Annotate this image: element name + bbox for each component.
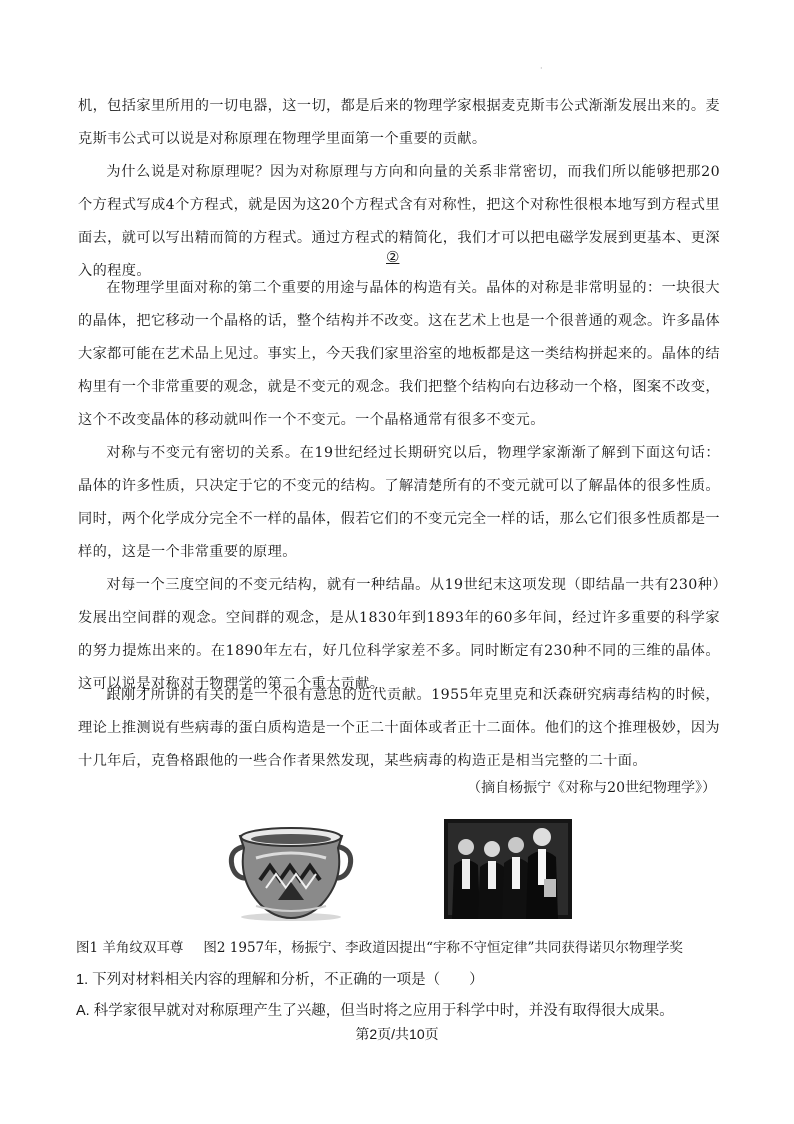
- paragraph-virus: 跟刚才所讲的有关的是一个很有意思的近代贡献。1955年克里克和沃森研究病毒结构的时候，理论上推测说有些病毒的蛋白质构造是一个正二十面体或者正十二面体。他们的这个推理极妙，因为十几年后，克鲁格跟他的一些合作者果然发现，某些病毒的构造正是相当完整的二十面。: [78, 687, 720, 769]
- page-number: 第2页/共10页: [355, 1026, 439, 1042]
- figure-1-caption: 图1 羊角纹双耳尊: [76, 940, 184, 956]
- paragraph-space-group: 对每一个三度空间的不变元结构，就有一种结晶。从19世纪末这项发现（即结晶一共有230种）发展出空间群的观念。空间群的观念，是从1830年到1893年的60多年间，经过许多重要的科学家的努力提炼出来的。在1890年左右，好几位科学家差不多。同时断定有230种不同的三维的晶体。这可以说是对称对于物理学的第二个重大贡献。: [78, 577, 720, 692]
- paragraph-maxwell: 机，包括家里所用的一切电器，这一切，都是后来的物理学家根据麦克斯韦公式渐渐发展出来的。麦克斯韦公式可以说是对称原理在物理学里面第一个重要的贡献。: [78, 98, 720, 147]
- paragraph-invariants: 对称与不变元有密切的关系。在19世纪经过长期研究以后，物理学家渐渐了解到下面这句话：晶体的许多性质，只决定于它的不变元的结构。了解清楚所有的不变元就可以了解晶体的很多性质。同时，两个化学成分完全不一样的晶体，假若它们的不变元完全一样的话，那么它们很多性质都是一样的，这是一个非常重要的原理。: [78, 445, 720, 560]
- nobel-laureates-photo: [444, 819, 572, 919]
- paragraph-symmetry-why: 为什么说是对称原理呢？因为对称原理与方向和向量的关系非常密切，而我们所以能够把那20个方程式写成4个方程式，就是因为这20个方程式含有对称性，把这个对称性很根本地写到方程式里面去，就可以写出精而简的方程式。通过方程式的精简化，我们才可以把电磁学发展到更基本、更深入的程度。: [78, 164, 720, 279]
- scan-mark: ·: [540, 64, 543, 73]
- source-citation: （摘自杨振宁《对称与20世纪物理学》）: [467, 780, 716, 796]
- figure-2-caption: 图2 1957年，杨振宁、李政道因提出“宇称不守恒定律”共同获得诺贝尔物理学奖: [203, 940, 683, 956]
- figure-captions: [76, 936, 683, 956]
- question-stem: 1. 下列对材料相关内容的理解和分析，不正确的一项是（ ）: [76, 972, 484, 988]
- section-number: ②: [386, 248, 400, 266]
- paragraph-crystal: 在物理学里面对称的第二个重要的用途与晶体的构造有关。晶体的对称是非常明显的：一块很大的晶体，把它移动一个晶格的话，整个结构并不改变。这在艺术上也是一个很普通的观念。许多晶体大家都可能在艺术品上见过。事实上，今天我们家里浴室的地板都是这一类结构拼起来的。晶体的结构里有一个非常重要的观念，就是不变元的观念。我们把整个结构向右边移动一个格，图案不改变，这个不改变晶体的移动就叫作一个不变元。一个晶格通常有很多不变元。: [78, 280, 720, 428]
- pottery-vessel-image: [226, 818, 356, 922]
- option-a: A. 科学家很早就对对称原理产生了兴趣，但当时将之应用于科学中时，并没有取得很大成果。: [76, 1003, 674, 1019]
